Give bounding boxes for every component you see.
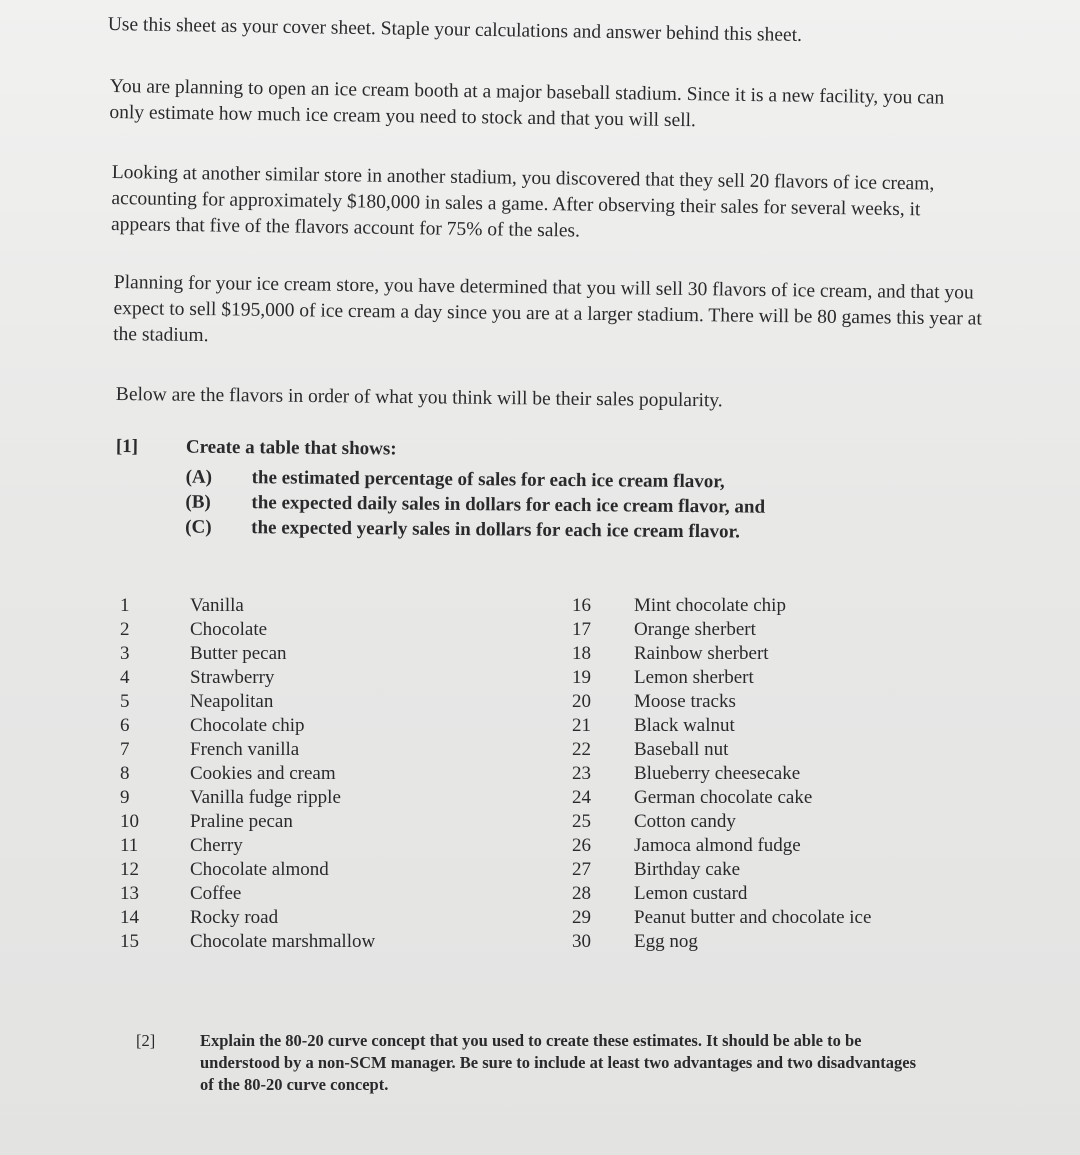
flavor-row	[120, 882, 490, 906]
flavor-row	[572, 882, 964, 906]
flavor-row	[120, 666, 490, 690]
flavor-rank: 27	[572, 859, 591, 880]
flavor-rank: 23	[572, 763, 591, 784]
question-1-item-a	[186, 467, 725, 494]
flavor-row	[572, 618, 964, 642]
flavor-row	[572, 906, 964, 930]
flavor-rank: 10	[120, 811, 139, 832]
flavor-name: Chocolate marshmallow	[190, 931, 376, 952]
flavor-row	[572, 714, 964, 738]
flavor-row	[572, 666, 964, 690]
intro-paragraph-4: Below are the flavors in order of what you think will be their sales popularity.	[115, 383, 723, 412]
flavor-rank: 6	[120, 715, 130, 736]
flavor-rank: 15	[120, 931, 139, 952]
intro-paragraph-1: You are planning to open an ice cream booth at a major baseball stadium. Since it is a new facility, you can only estimate how much ice cream you need to stock and that you will sell.	[109, 75, 945, 132]
flavor-name: Chocolate chip	[190, 715, 305, 736]
flavor-row	[120, 762, 490, 786]
flavor-name: Chocolate	[190, 619, 268, 640]
question-1-item-label: (C)	[185, 516, 212, 538]
flavor-rank: 16	[572, 595, 591, 616]
flavor-row	[572, 594, 964, 618]
flavor-name: Praline pecan	[190, 811, 293, 832]
flavor-row	[572, 738, 964, 762]
flavor-name: Lemon custard	[634, 883, 748, 904]
flavor-row	[120, 834, 490, 858]
flavor-rank: 8	[120, 763, 130, 784]
question-1-lead: Create a table that shows:	[185, 436, 397, 460]
flavor-rank: 9	[120, 787, 130, 808]
flavor-rank: 3	[120, 643, 130, 664]
flavor-name: Baseball nut	[634, 739, 729, 760]
flavor-name: Orange sherbert	[634, 619, 756, 640]
cover-sheet-note: Use this sheet as your cover sheet. Staple your calculations and answer behind this sheet.	[107, 13, 803, 46]
flavor-rank: 14	[120, 907, 139, 928]
question-1	[115, 436, 876, 543]
flavor-row	[572, 930, 964, 954]
flavor-name: Rainbow sherbert	[634, 643, 769, 664]
question-1-item-text: the expected daily sales in dollars for each ice cream flavor, and	[251, 492, 766, 518]
flavor-row	[120, 906, 490, 930]
flavor-name: Butter pecan	[190, 643, 287, 664]
flavor-name: Cookies and cream	[190, 763, 336, 784]
flavor-name: Rocky road	[190, 907, 279, 928]
flavor-name: German chocolate cake	[634, 787, 813, 808]
flavor-rank: 20	[572, 691, 591, 712]
flavor-name: Coffee	[190, 883, 242, 904]
flavor-rank: 5	[120, 691, 130, 712]
flavor-row	[120, 618, 490, 642]
flavor-row	[120, 786, 490, 810]
flavor-row	[120, 738, 490, 762]
flavor-name: Cherry	[190, 835, 243, 856]
flavor-name: Mint chocolate chip	[634, 595, 786, 616]
flavor-row	[572, 690, 964, 714]
question-1-item-label: (B)	[185, 491, 211, 513]
flavor-row	[572, 642, 964, 666]
flavor-rank: 21	[572, 715, 591, 736]
flavor-rank: 12	[120, 859, 139, 880]
flavor-rank: 26	[572, 835, 591, 856]
question-1-number: [1]	[115, 436, 139, 458]
question-2-number: [2]	[136, 1031, 156, 1050]
flavor-list-right	[572, 594, 964, 954]
flavor-name: Vanilla	[190, 595, 244, 616]
flavor-name: Neapolitan	[190, 691, 274, 712]
flavor-row	[572, 762, 964, 786]
flavor-name: Black walnut	[634, 715, 735, 736]
flavor-name: Moose tracks	[634, 691, 736, 712]
flavor-rank: 18	[572, 643, 591, 664]
flavor-name: Egg nog	[634, 931, 698, 952]
flavor-name: Jamoca almond fudge	[634, 835, 801, 856]
flavor-rank: 30	[572, 931, 591, 952]
flavor-name: Strawberry	[190, 667, 275, 688]
flavor-row	[120, 810, 490, 834]
flavor-rank: 25	[572, 811, 591, 832]
flavor-rank: 4	[120, 667, 130, 688]
flavor-row	[120, 690, 490, 714]
flavor-row	[572, 858, 964, 882]
flavor-rank: 7	[120, 739, 130, 760]
flavor-rank: 2	[120, 619, 130, 640]
flavor-row	[120, 594, 490, 618]
flavor-row	[120, 642, 490, 666]
flavor-name: French vanilla	[190, 739, 300, 760]
question-1-item-b	[185, 492, 765, 519]
flavor-rank: 17	[572, 619, 591, 640]
flavor-row	[120, 930, 490, 954]
flavor-rank: 29	[572, 907, 591, 928]
flavor-list-left	[120, 594, 490, 954]
flavor-name: Blueberry cheesecake	[634, 763, 801, 784]
intro-paragraph-3: Planning for your ice cream store, you have determined that you will sell 30 flavors of ice cream, and that you expect to sell $195,000 of ice cream a day since you are at a larger stadium. There will be 80 games this year at the stadium.	[113, 271, 982, 347]
flavor-name: Birthday cake	[634, 859, 741, 880]
flavor-row	[572, 810, 964, 834]
flavor-rank: 13	[120, 883, 139, 904]
flavor-row	[120, 858, 490, 882]
flavor-name: Lemon sherbert	[634, 667, 754, 688]
flavor-row	[120, 714, 490, 738]
flavor-rank: 28	[572, 883, 591, 904]
flavor-name: Vanilla fudge ripple	[190, 787, 341, 808]
flavor-row	[572, 834, 964, 858]
flavor-name: Peanut butter and chocolate ice	[634, 907, 872, 928]
flavor-rank: 22	[572, 739, 591, 760]
intro-paragraph-2: Looking at another similar store in another stadium, you discovered that they sell 20 flavors of ice cream, accounting for approximately $180,000 in sales a game. After observing their sales for several weeks, it appears that five of the flavors account for 75% of the sales.	[110, 161, 935, 242]
flavor-rank: 24	[572, 787, 591, 808]
flavor-rank: 1	[120, 595, 130, 616]
flavor-name: Chocolate almond	[190, 859, 329, 880]
question-2-text: Explain the 80-20 curve concept that you used to create these estimates. It should be able to be understood by a non-SCM manager. Be sure to include at least two advantages and two disadvantages of the 80-20 curve concept.	[200, 1031, 916, 1094]
question-1-item-label: (A)	[185, 466, 213, 488]
flavor-name: Cotton candy	[634, 811, 736, 832]
flavor-rank: 19	[572, 667, 591, 688]
question-1-item-text: the estimated percentage of sales for each ice cream flavor,	[251, 467, 725, 493]
question-1-item-c	[185, 517, 740, 544]
flavor-row	[572, 786, 964, 810]
flavor-rank: 11	[120, 835, 139, 856]
question-1-item-text: the expected yearly sales in dollars for each ice cream flavor.	[251, 517, 741, 543]
